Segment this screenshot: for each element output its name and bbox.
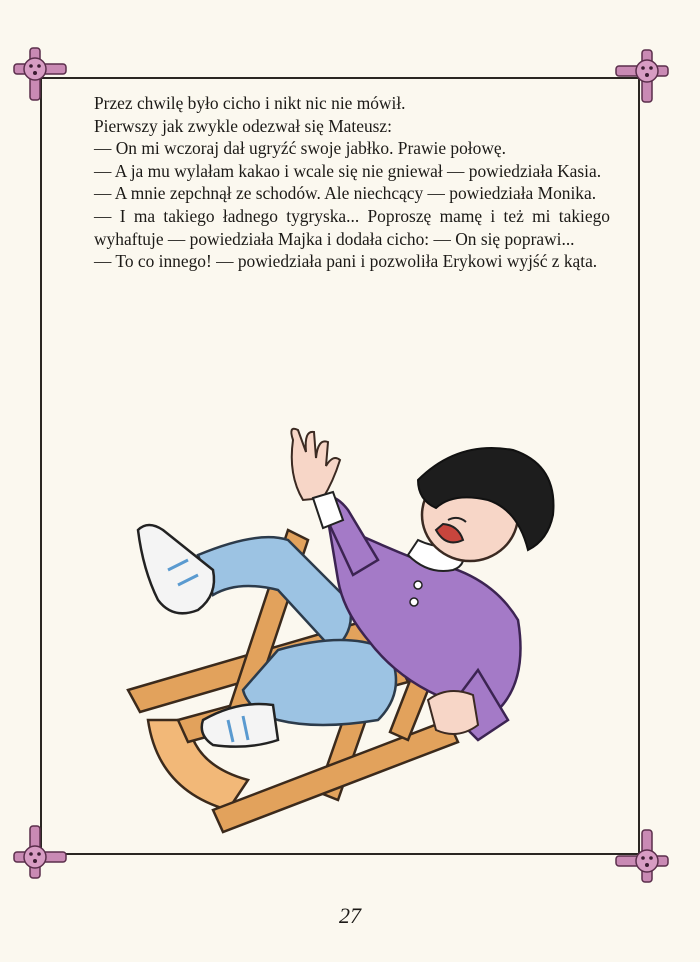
cuff-illustration [313,492,343,528]
falling-boy-illustration [118,420,568,840]
story-paragraph: — A ja mu wylałam kakao i wcale się nie gniewał — powiedziała Kasia. [94,160,602,181]
corner-ornament-bottom-left [10,822,70,882]
story-paragraph: Pierwszy jak zwykle odezwał się Mateusz: [94,115,392,136]
corner-ornament-top-right [612,46,672,106]
story-paragraph: — To co innego! — powiedziała pani i pozwoliła Erykowi wyjść z kąta. [94,251,598,272]
story-text [94,92,610,273]
corner-ornament-top-left [10,44,70,104]
story-paragraph: — A mnie zepchnął ze schodów. Ale niechcący — powiedziała Monika. [94,183,597,204]
corner-ornament-bottom-right [612,826,672,886]
head-illustration [418,448,554,561]
story-paragraph: — I ma takiego ładnego tygryska... Poproszę mamę i też mi takiego wyhaftuje — powiedziała Majka i dodała cicho: — On się poprawi... [94,205,610,249]
story-paragraph: Przez chwilę było cicho i nikt nic nie mówił. [94,93,406,113]
story-paragraph: — On mi wczoraj dał ugryźć swoje jabłko. Prawie połowę. [94,138,506,159]
page-number: 27 [339,903,361,928]
